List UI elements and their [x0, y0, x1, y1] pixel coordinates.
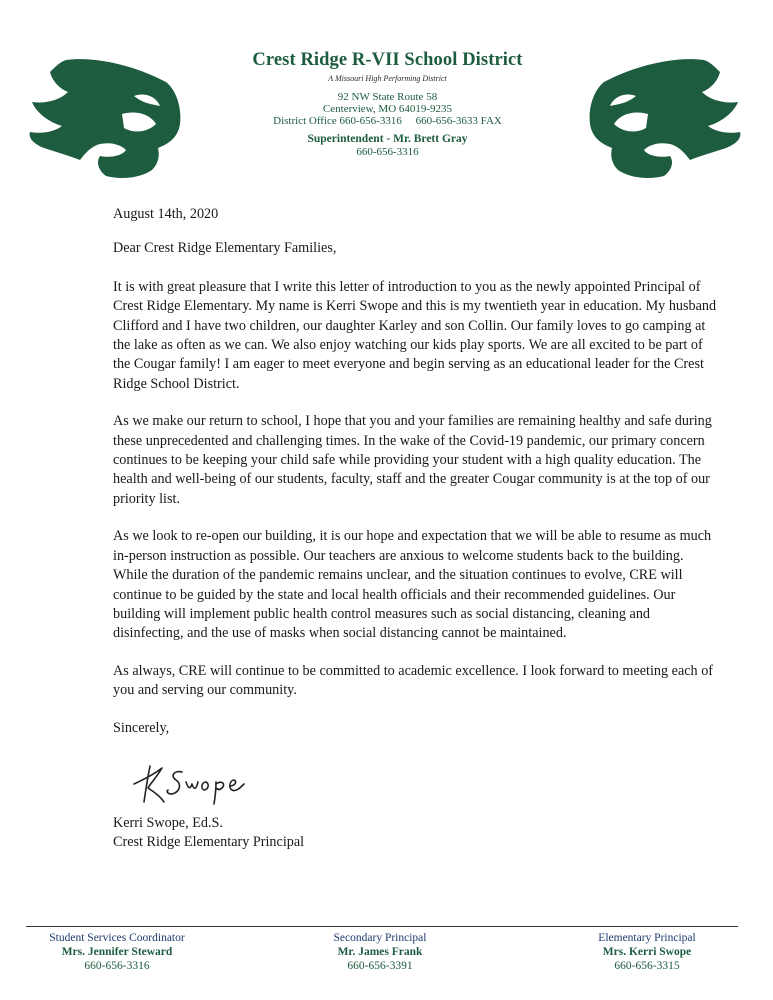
contact-name: Mrs. Jennifer Steward: [61, 946, 173, 959]
footer-divider: [26, 926, 738, 927]
signature: [130, 762, 280, 807]
contact-name: Mrs. Kerri Swope: [602, 946, 692, 959]
contact-phone: 660-656-3315: [614, 960, 680, 973]
office-phone-line: District Office 660-656-3316 660-656-3633 FAX: [273, 115, 502, 127]
footer-contact: [537, 931, 757, 974]
letter-date: August 14th, 2020: [113, 206, 219, 222]
contact-name: Mr. James Frank: [337, 946, 423, 959]
district-name: Crest Ridge R-VII School District: [252, 50, 523, 70]
signer-block: [113, 814, 304, 853]
address-line: 92 NW State Route 58: [337, 91, 438, 103]
signer-name: Kerri Swope, Ed.S.: [113, 815, 223, 831]
letterhead: [200, 50, 575, 158]
signer-title: Crest Ridge Elementary Principal: [113, 834, 305, 851]
contact-phone: 660-656-3391: [347, 960, 413, 973]
contact-title: Secondary Principal: [333, 932, 427, 944]
contact-phone: 660-656-3316: [84, 960, 150, 973]
contact-title: Student Services Coordinator: [49, 932, 185, 944]
letter-paragraph: As we look to re-open our building, it is our hope and expectation that we will be able to resume as much in-person instruction as possible. Our teachers are anxious to welcome students back to the building. While the duration of the pandemic remains unclear, and the situation continues to evolve, CRE will continue to be guided by the state and local health officials and their recommended guidelines. Our building will implement public health control measures such as social distancing, cleaning and disinfecting, and the use of masks when social distancing cannot be maintained.: [113, 528, 712, 642]
letter-closing: Sincerely,: [113, 719, 170, 736]
superintendent-phone: 660-656-3316: [356, 146, 419, 158]
superintendent: Superintendent - Mr. Brett Gray: [307, 133, 468, 145]
letter-paragraph: As always, CRE will continue to be committed to academic excellence. I look forward to meeting each of you and serving our community.: [113, 662, 714, 699]
letter-paragraph: It is with great pleasure that I write this letter of introduction to you as the newly appointed Principal of Crest Ridge Elementary. My name is Kerri Swope and this is my twentieth year in education. My husband Clifford and I have two children, our daughter Karley and son Collin. Our family loves to go camping at the lake as often as we can. We also enjoy watching our kids play sports. We are all excited to be part of the Cougar family! I am eager to meet everyone and begin serving as an educational leader for the Crest Ridge School District.: [113, 278, 717, 392]
district-address: [200, 91, 575, 127]
district-tagline: A Missouri High Performing District: [328, 74, 447, 83]
address-line: Centerview, MO 64019-9235: [322, 103, 453, 115]
contact-title: Elementary Principal: [598, 932, 696, 944]
cougar-head-icon: [26, 52, 184, 180]
cougar-head-icon: [586, 52, 744, 180]
footer-contact: [270, 931, 490, 974]
letter-paragraph: As we make our return to school, I hope that you and your families are remaining healthy and safe during these unprecedented and challenging times. In the wake of the Covid-19 pandemic, our primary concern continues to be keeping your child safe while providing your student with a high quality education. The health and well-being of our students, faculty, staff and the greater Cougar community is at the top of our priority list.: [113, 413, 712, 507]
footer-contact: [7, 931, 227, 974]
letter-greeting: Dear Crest Ridge Elementary Families,: [113, 240, 337, 257]
letter-body: [113, 205, 718, 738]
